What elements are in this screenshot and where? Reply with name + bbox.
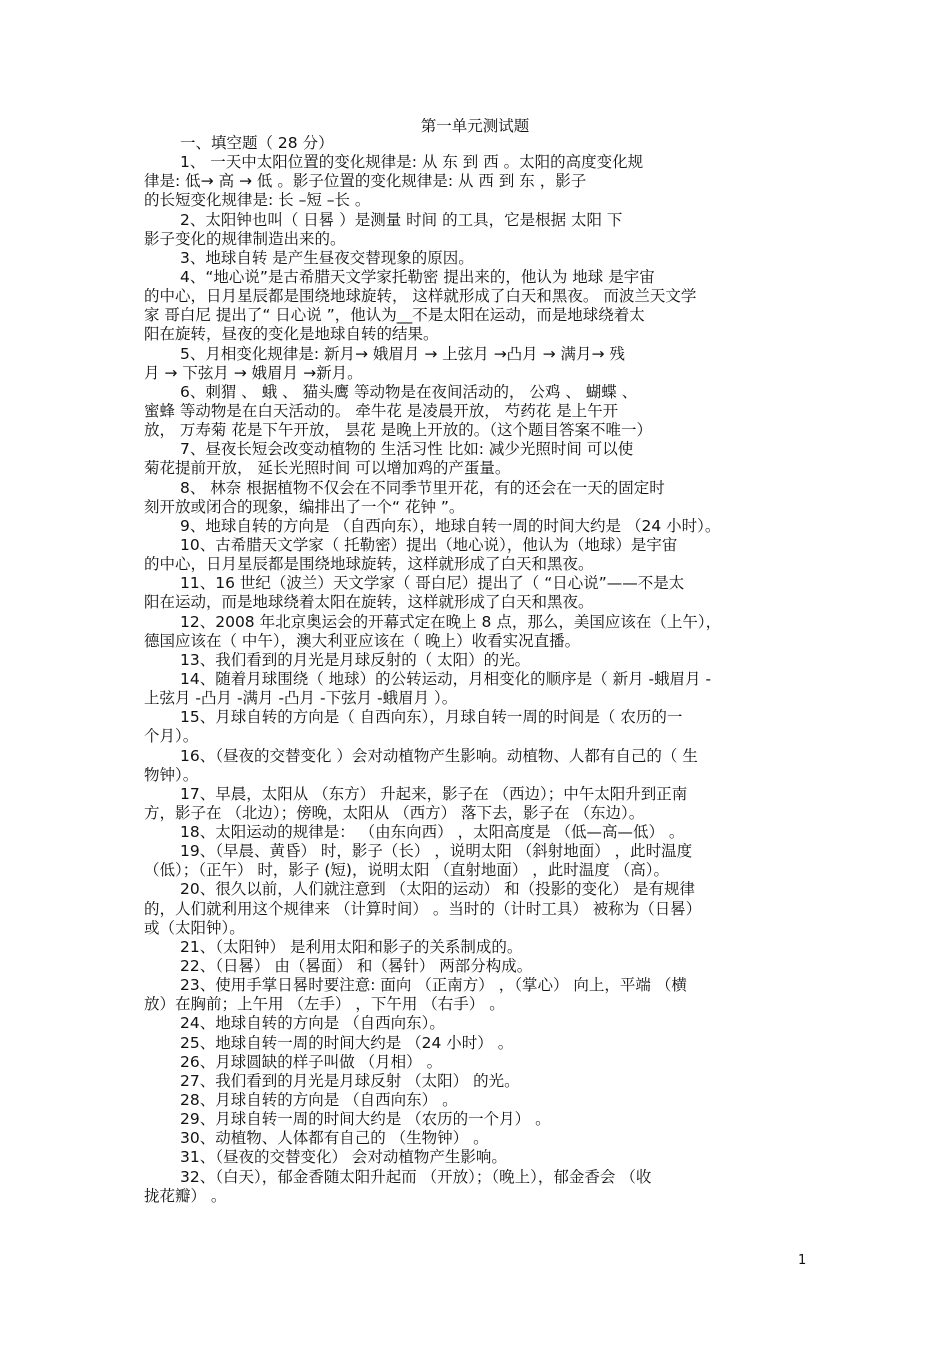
text-line: 6、刺猬 、 蛾 、 猫头鹰 等动物是在夜间活动的， 公鸡 、 蝴蝶 、 xyxy=(180,382,638,401)
text-line: 15、月球自转的方向是（ 自西向东），月球自转一周的时间是（ 农历的一 xyxy=(180,708,683,727)
text-line: 31、（昼夜的交替变化） 会对动植物产生影响。 xyxy=(180,1148,507,1167)
text-line: 拢花瓣） 。 xyxy=(144,1186,227,1205)
text-line: 32、（白天），郁金香随太阳升起而 （开放）；（晚上），郁金香会 （收 xyxy=(180,1167,652,1186)
text-line: 20、很久以前，人们就注意到 （太阳的运动） 和（投影的变化） 是有规律 xyxy=(180,880,696,899)
text-line: 2、太阳钟也叫（ 日晷 ）是测量 时间 的工具，它是根据 太阳 下 xyxy=(180,210,623,229)
text-line: 阳在旋转，昼夜的变化是地球自转的结果。 xyxy=(144,325,439,344)
text-line: 29、月球自转一周的时间大约是 （农历的一个月） 。 xyxy=(180,1110,551,1129)
text-line: 影子变化的规律制造出来的。 xyxy=(144,229,346,248)
text-line: 9、地球自转的方向是 （自西向东），地球自转一周的时间大约是 （24 小时）。 xyxy=(180,516,721,535)
text-line: 25、地球自转一周的时间大约是 （24 小时） 。 xyxy=(180,1033,514,1052)
text-line: 的中心，日月星辰都是围绕地球旋转， 这样就形成了白天和黑夜。 而波兰天文学 xyxy=(144,287,697,306)
text-line: 德国应该在（ 中午），澳大利亚应该在（ 晚上）收看实况直播。 xyxy=(144,631,581,650)
text-line: 7、昼夜长短会改变动植物的 生活习性 比如: 减少光照时间 可以使 xyxy=(180,440,634,459)
text-line: 21、（太阳钟） 是利用太阳和影子的关系制成的。 xyxy=(180,937,523,956)
text-line: 14、随着月球围绕（ 地球）的公转运动，月相变化的顺序是（ 新月 -蛾眉月 - xyxy=(180,669,712,688)
text-line: 3、地球自转 是产生昼夜交替现象的原因。 xyxy=(180,248,474,267)
text-line: 的长短变化规律是: 长 –短 –长 。 xyxy=(144,191,371,210)
text-line: 26、月球圆缺的样子叫做 （月相） 。 xyxy=(180,1052,443,1071)
text-line: 月 → 下弦月 → 娥眉月 →新月。 xyxy=(144,363,363,382)
text-line: 一、填空题（ 28 分） xyxy=(180,134,334,152)
text-line: 方，影子在 （北边）；傍晚，太阳从 （西方） 落下去，影子在 （东边）。 xyxy=(144,803,645,822)
text-line: 阳在运动，而是地球绕着太阳在旋转，这样就形成了白天和黑夜。 xyxy=(144,593,594,612)
text-line: 11、16 世纪（波兰）天文学家（ 哥白尼）提出了（ “日心说”——不是太 xyxy=(180,574,685,593)
text-line: 蜜蜂 等动物是在白天活动的。 牵牛花 是凌晨开放， 芍药花 是上午开 xyxy=(144,401,619,420)
text-line: 30、动植物、人体都有自己的 （生物钟） 。 xyxy=(180,1129,489,1148)
text-line: 的中心，日月星辰都是围绕地球旋转，这样就形成了白天和黑夜。 xyxy=(144,555,594,574)
text-line: 19、（早晨、黄昏） 时，影子（长） ，说明太阳 （斜射地面） ，此时温度 xyxy=(180,842,693,861)
text-line: 10、古希腊天文学家（ 托勒密）提出（地心说），他认为（地球）是宇宙 xyxy=(180,535,678,554)
text-line: 家 哥白尼 提出了“ 日心说 ”，他认为__不是太阳在运动，而是地球绕着太 xyxy=(144,306,645,325)
text-line: 上弦月 -凸月 -满月 -凸月 -下弦月 -蛾眉月 ）。 xyxy=(144,689,458,708)
text-line: 12、2008 年北京奥运会的开幕式定在晚上 8 点，那么，美国应该在（上午）， xyxy=(180,612,722,631)
text-line: 22、（日晷） 由（晷面） 和（晷针） 两部分构成。 xyxy=(180,957,533,976)
text-line: 13、我们看到的月光是月球反射的（ 太阳）的光。 xyxy=(180,650,531,669)
text-line: 或（太阳钟）。 xyxy=(144,918,245,937)
text-line: 菊花提前开放， 延长光照时间 可以增加鸡的产蛋量。 xyxy=(144,459,511,478)
text-line: 8、 林奈 根据植物不仅会在不同季节里开花，有的还会在一天的固定时 xyxy=(180,478,665,497)
text-line: 刻开放或闭合的现象，编排出了一个“ 花钟 ”。 xyxy=(144,497,465,516)
text-line: 18、太阳运动的规律是： （由东向西） ，太阳高度是 （低—高—低） 。 xyxy=(180,823,685,842)
text-line: 28、月球自转的方向是 （自西向东） 。 xyxy=(180,1091,458,1110)
text-line: 4、“地心说”是古希腊天文学家托勒密 提出来的，他认为 地球 是宇宙 xyxy=(180,267,655,286)
text-line: （低）；（正午） 时，影子 (短)，说明太阳 （直射地面） ，此时温度 （高）。 xyxy=(144,861,669,880)
document-title: 第一单元测试题 xyxy=(420,117,530,135)
text-line: 律是: 低→ 高 → 低 。影子位置的变化规律是: 从 西 到 东 ，影子 xyxy=(144,172,587,191)
page-number: 1 xyxy=(798,1253,807,1268)
text-line: 17、早晨，太阳从 （东方） 升起来，影子在 （西边）；中午太阳升到正南 xyxy=(180,784,688,803)
question-list xyxy=(144,134,806,1206)
text-line: 1、 一天中太阳位置的变化规律是: 从 东 到 西 。太阳的高度变化规 xyxy=(180,153,644,172)
text-line: 5、月相变化规律是: 新月→ 娥眉月 → 上弦月 →凸月 → 满月→ 残 xyxy=(180,344,625,363)
text-line: 放， 万寿菊 花是下午开放， 昙花 是晚上开放的。（这个题目答案不唯一） xyxy=(144,421,652,440)
text-line: 16、（昼夜的交替变化 ）会对动植物产生影响。动植物、人都有自己的（ 生 xyxy=(180,746,698,765)
text-line: 的，人们就利用这个规律来 （计算时间） 。当时的（计时工具） 被称为（日晷） xyxy=(144,899,702,918)
text-line: 物钟）。 xyxy=(144,765,199,784)
text-line: 24、地球自转的方向是 （自西向东）。 xyxy=(180,1014,445,1033)
text-line: 23、使用手掌日晷时要注意: 面向 （正南方） ，（掌心） 向上，平端 （横 xyxy=(180,976,687,995)
text-line: 个月）。 xyxy=(144,727,199,746)
text-line: 放）在胸前；上午用 （左手） ，下午用 （右手） 。 xyxy=(144,995,505,1014)
text-line: 27、我们看到的月光是月球反射 （太阳） 的光。 xyxy=(180,1071,520,1090)
